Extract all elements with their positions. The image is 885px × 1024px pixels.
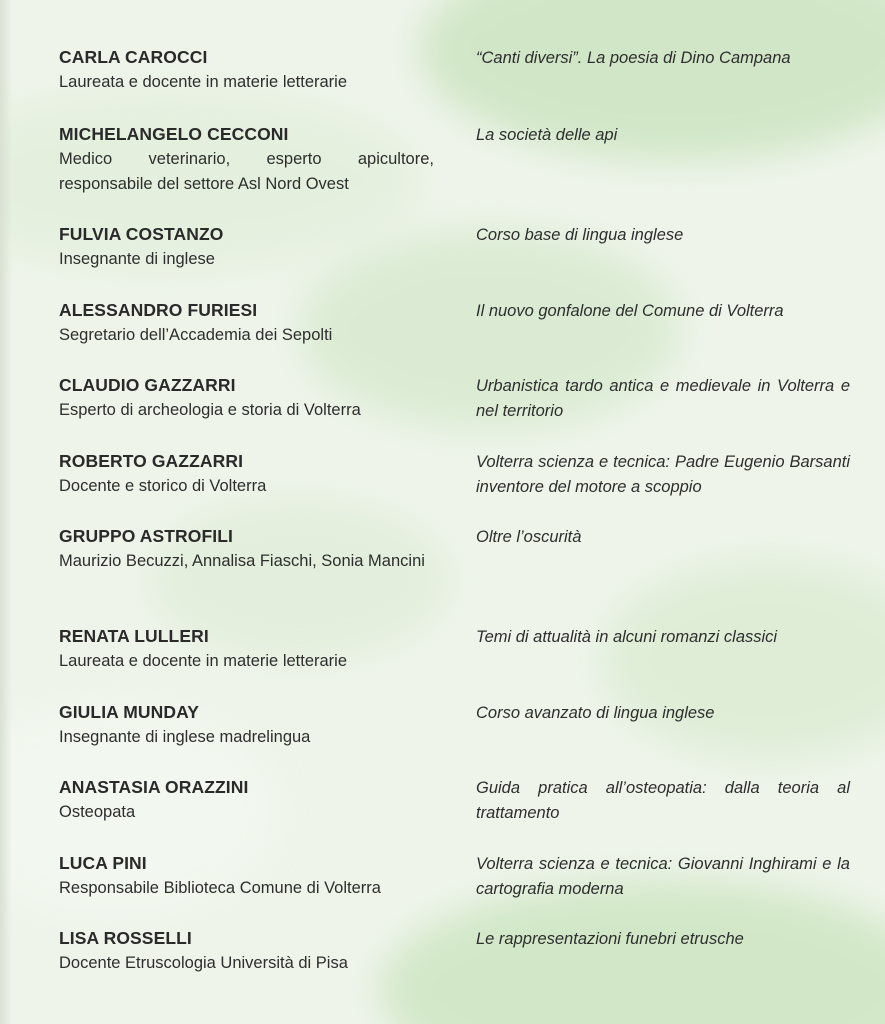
lecture-title-text: Volterra scienza e tecnica: Giovanni Inghirami e la cartografia moderna [476,855,850,898]
speaker-role: Docente Etruscologia Università di Pisa [59,954,348,972]
lecture-title [476,122,850,148]
lecture-title-text: Corso base di lingua inglese [476,226,684,244]
speaker-name: GIULIA MUNDAY [59,702,200,722]
speaker-role: Maurizio Becuzzi, Annalisa Fiaschi, Sonia Mancini [59,552,425,570]
speaker-role: Laureata e docente in materie letterarie [59,652,348,670]
lecture-title [476,373,850,424]
speaker-role: Insegnante di inglese [59,250,215,268]
speaker-info [59,775,434,825]
speaker-role: Insegnante di inglese madrelingua [59,728,311,746]
speaker-name: RENATA LULLERI [59,626,209,646]
lecture-title-text: Il nuovo gonfalone del Comune di Volterra [476,302,784,320]
speaker-info [59,298,434,348]
speaker-name: LISA ROSSELLI [59,928,192,948]
speaker-role: Laureata e docente in materie letterarie [59,73,348,91]
speaker-name: MICHELANGELO CECCONI [59,124,289,144]
speaker-info [59,524,434,574]
speaker-info [59,926,434,976]
speaker-info [59,449,434,499]
lecture-title-text: Guida pratica all’osteopatia: dalla teoria al trattamento [476,779,850,822]
speaker-name: ANASTASIA ORAZZINI [59,777,249,797]
lecture-title [476,775,850,826]
speaker-role: Responsabile Biblioteca Comune di Volterra [59,879,381,897]
green-wash [600,560,885,760]
speaker-info [59,122,434,197]
speaker-role: Medico veterinario, esperto apicultore, responsabile del settore Asl Nord Ovest [59,150,434,193]
lecture-title-text: Le rappresentazioni funebri etrusche [476,930,744,948]
lecture-title [476,449,850,500]
speaker-role: Osteopata [59,803,136,821]
lecture-title [476,700,850,726]
lecture-title [476,524,850,550]
lecture-title-text: Volterra scienza e tecnica: Padre Eugenio Barsanti inventore del motore a scoppio [476,453,850,496]
lecture-title-text: Urbanistica tardo antica e medievale in Volterra e nel territorio [476,377,850,420]
lecture-title [476,624,850,650]
speaker-info [59,45,434,95]
lecture-title [476,298,850,324]
speaker-name: LUCA PINI [59,853,147,873]
speaker-name: ROBERTO GAZZARRI [59,451,244,471]
speaker-name: CLAUDIO GAZZARRI [59,375,236,395]
speaker-info [59,222,434,272]
speaker-info [59,373,434,423]
lecture-title [476,926,850,952]
speaker-info [59,700,434,750]
page-fold-shadow [0,0,12,1024]
lecture-title-text: La società delle api [476,126,618,144]
speaker-info [59,851,434,901]
speaker-name: FULVIA COSTANZO [59,224,224,244]
speaker-role: Segretario dell’Accademia dei Sepolti [59,326,333,344]
speaker-name: GRUPPO ASTROFILI [59,526,234,546]
speaker-name: CARLA CAROCCI [59,47,208,67]
lecture-title-text: “Canti diversi”. La poesia di Dino Campana [476,49,791,67]
speaker-info [59,624,434,674]
speaker-role: Docente e storico di Volterra [59,477,267,495]
speaker-name: ALESSANDRO FURIESI [59,300,258,320]
lecture-title-text: Corso avanzato di lingua inglese [476,704,715,722]
lecture-title [476,851,850,902]
lecture-title-text: Temi di attualità in alcuni romanzi classici [476,628,778,646]
lecture-title-text: Oltre l’oscurità [476,528,582,546]
lecture-title [476,222,850,248]
lecture-title [476,45,850,71]
speaker-role: Esperto di archeologia e storia di Volterra [59,401,361,419]
